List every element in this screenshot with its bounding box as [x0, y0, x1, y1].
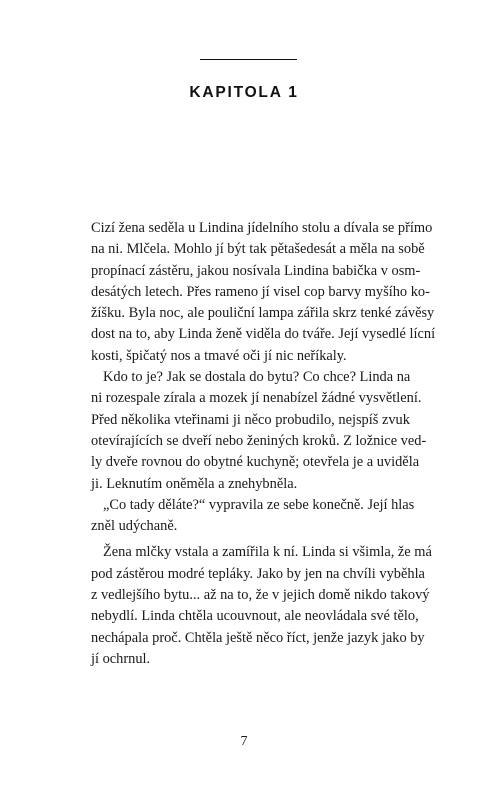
text-line: „Co tady děláte?“ vypravila ze sebe konečně. Její hlas: [103, 496, 415, 513]
text-line: Kdo to je? Jak se dostala do bytu? Co chce? Linda na: [103, 369, 411, 386]
chapter-title: KAPITOLA 1: [189, 84, 299, 101]
text-line: Žena mlčky vstala a zamířila k ní. Linda si všimla, že má: [103, 544, 432, 561]
text-line: ji. Leknutím oněměla a znehybněla.: [91, 475, 298, 492]
text-line: nechápala proč. Chtěla ještě něco říct, jenže jazyk jako by: [91, 629, 425, 646]
text-line: otevírajících se dveří nebo ženiných kroků. Z ložnice ved-: [91, 432, 427, 449]
paragraph: [91, 218, 436, 367]
text-line: Před několika vteřinami ji něco probudilo, nejspíš zvuk: [91, 411, 410, 428]
text-line: kosti, špičatý nos a tmavé oči jí nic neříkaly.: [91, 347, 347, 364]
text-line: nebydlí. Linda chtěla ucouvnout, ale neovládala své tělo,: [91, 608, 419, 625]
text-line: desátých letech. Přes rameno jí visel cop barvy myšího ko-: [91, 283, 430, 300]
text-line: dost na to, aby Linda ženě viděla do tváře. Její vysedlé lícní: [91, 326, 436, 343]
text-line: na ni. Mlčela. Mohlo jí být tak pětašedesát a měla na sobě: [91, 241, 425, 258]
paragraph: [91, 367, 427, 495]
chapter-rule: [200, 59, 297, 60]
paragraph: [91, 542, 432, 670]
text-line: pod zástěrou modré tepláky. Jako by jen na chvíli vyběhla: [91, 565, 425, 582]
text-line: z vedlejšího bytu... až na to, že v jejich domě nikdo takový: [91, 587, 430, 604]
text-line: ni rozespale zírala a mozek jí nenabízel žádné vysvětlení.: [91, 390, 422, 407]
page-number: 7: [240, 734, 248, 749]
text-line: zněl udýchaně.: [91, 518, 178, 535]
chapter-body: [91, 218, 436, 670]
text-line: ly dveře rovnou do obytné kuchyně; otevřela je a uviděla: [91, 454, 420, 471]
text-line: jí ochrnul.: [91, 650, 151, 667]
text-line: propínací zástěru, jakou nosívala Lindina babička v osm-: [91, 262, 421, 279]
text-line: Cizí žena seděla u Lindina jídelního stolu a dívala se přímo: [91, 220, 433, 236]
paragraph: [91, 495, 415, 538]
text-line: žíšku. Byla noc, ale pouliční lampa zářila skrz tenké závěsy: [91, 305, 435, 322]
